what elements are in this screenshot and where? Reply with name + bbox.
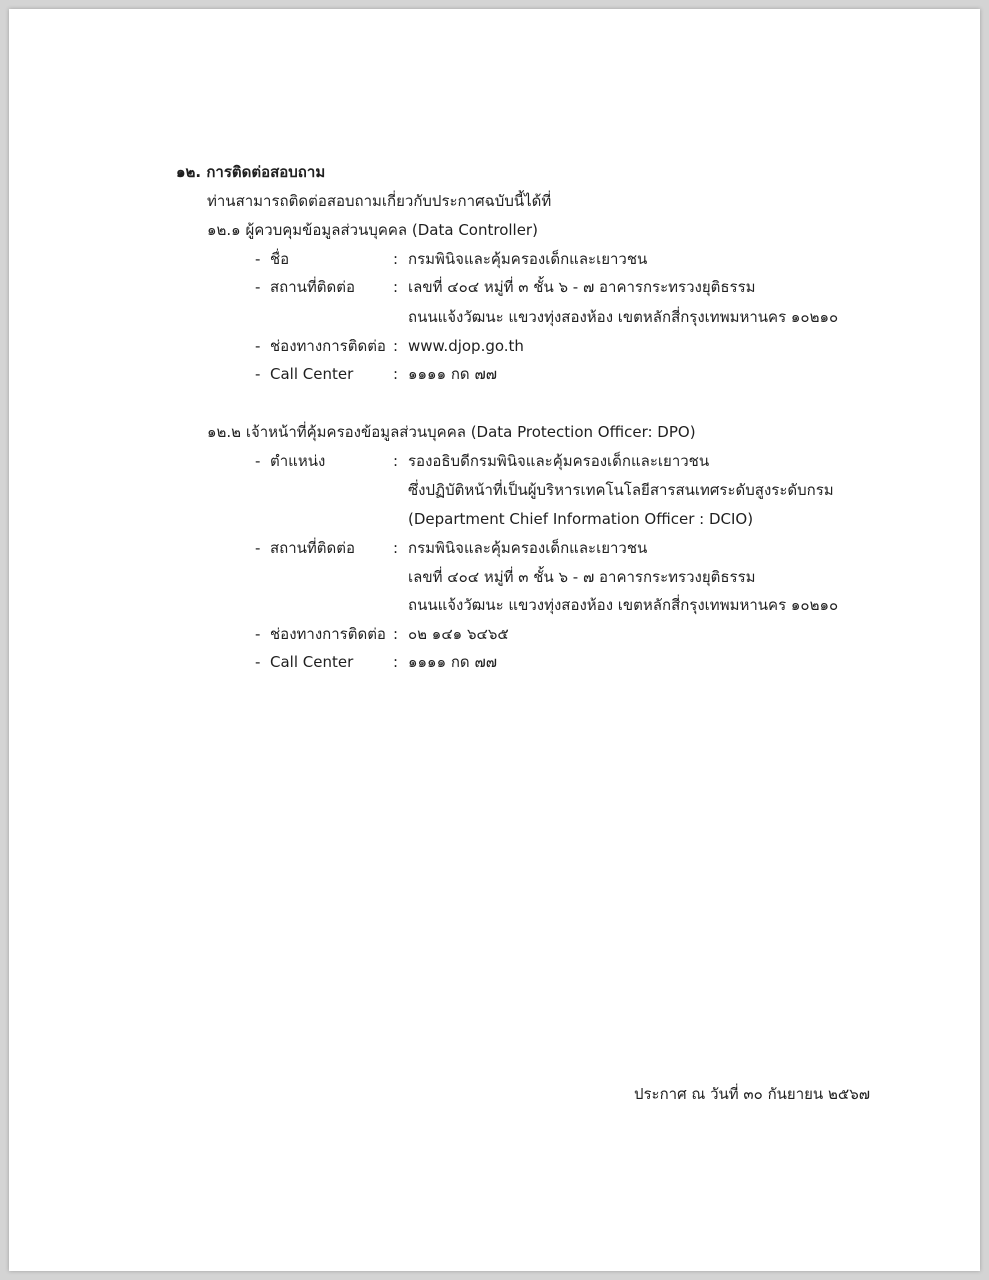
dpo-position-line2: ซึ่งปฏิบัติหน้าที่เป็นผู้บริหารเทคโนโลยีสารสนเทศระดับสูงระดับกรม	[408, 481, 834, 499]
controller-website-link[interactable]: www.djop.go.th	[408, 337, 524, 355]
dpo-address-line2: เลขที่ ๔๐๔ หมู่ที่ ๓ ชั้น ๖ - ๗ อาคารกระทรวงยุติธรรม	[408, 568, 756, 586]
dpo-heading: ๑๒.๒ เจ้าหน้าที่คุ้มครองข้อมูลส่วนบุคคล (Data Protection Officer: DPO)	[207, 423, 696, 441]
colon: :	[393, 337, 399, 355]
dpo-address-line3: ถนนแจ้งวัฒนะ แขวงทุ่งสองห้อง เขตหลักสี่กรุงเทพมหานคร ๑๐๒๑๐	[408, 596, 839, 614]
controller-channel-label: ช่องทางการติดต่อ	[270, 337, 386, 355]
controller-name-value: กรมพินิจและคุ้มครองเด็กและเยาวชน	[408, 250, 648, 268]
dpo-position-label: ตำแหน่ง	[270, 452, 326, 470]
controller-address-line1: เลขที่ ๔๐๔ หมู่ที่ ๓ ชั้น ๖ - ๗ อาคารกระทรวงยุติธรรม	[408, 278, 756, 296]
section-title: ๑๒. การติดต่อสอบถาม	[176, 163, 326, 181]
colon: :	[393, 539, 399, 557]
colon: :	[393, 250, 399, 268]
colon: :	[393, 452, 399, 470]
bullet-dash: -	[255, 625, 261, 643]
dpo-position-line3: (Department Chief Information Officer : DCIO)	[408, 510, 754, 528]
dpo-channel-label: ช่องทางการติดต่อ	[270, 625, 386, 643]
controller-address-line2: ถนนแจ้งวัฒนะ แขวงทุ่งสองห้อง เขตหลักสี่กรุงเทพมหานคร ๑๐๒๑๐	[408, 308, 839, 326]
bullet-dash: -	[255, 250, 261, 268]
bullet-dash: -	[255, 452, 261, 470]
dpo-address-line1: กรมพินิจและคุ้มครองเด็กและเยาวชน	[408, 539, 648, 557]
colon: :	[393, 365, 399, 383]
dpo-phone-value: ๐๒ ๑๔๑ ๖๔๖๕	[408, 625, 509, 643]
controller-callcenter-value: ๑๑๑๑ กด ๗๗	[408, 365, 498, 383]
colon: :	[393, 653, 399, 671]
controller-address-label: สถานที่ติดต่อ	[270, 278, 356, 296]
section-intro: ท่านสามารถติดต่อสอบถามเกี่ยวกับประกาศฉบับนี้ได้ที่	[207, 192, 552, 210]
bullet-dash: -	[255, 278, 261, 296]
controller-callcenter-label: Call Center	[270, 365, 354, 383]
dpo-address-label: สถานที่ติดต่อ	[270, 539, 356, 557]
colon: :	[393, 625, 399, 643]
bullet-dash: -	[255, 337, 261, 355]
bullet-dash: -	[255, 653, 261, 671]
controller-heading: ๑๒.๑ ผู้ควบคุมข้อมูลส่วนบุคคล (Data Controller)	[207, 221, 538, 239]
bullet-dash: -	[255, 365, 261, 383]
dpo-position-line1: รองอธิบดีกรมพินิจและคุ้มครองเด็กและเยาวชน	[408, 452, 710, 470]
announcement-date: ประกาศ ณ วันที่ ๓๐ กันยายน ๒๕๖๗	[633, 1085, 870, 1103]
colon: :	[393, 278, 399, 296]
document-page	[9, 9, 980, 1271]
dpo-callcenter-label: Call Center	[270, 653, 354, 671]
bullet-dash: -	[255, 539, 261, 557]
controller-name-label: ชื่อ	[270, 250, 290, 268]
dpo-callcenter-value: ๑๑๑๑ กด ๗๗	[408, 653, 498, 671]
